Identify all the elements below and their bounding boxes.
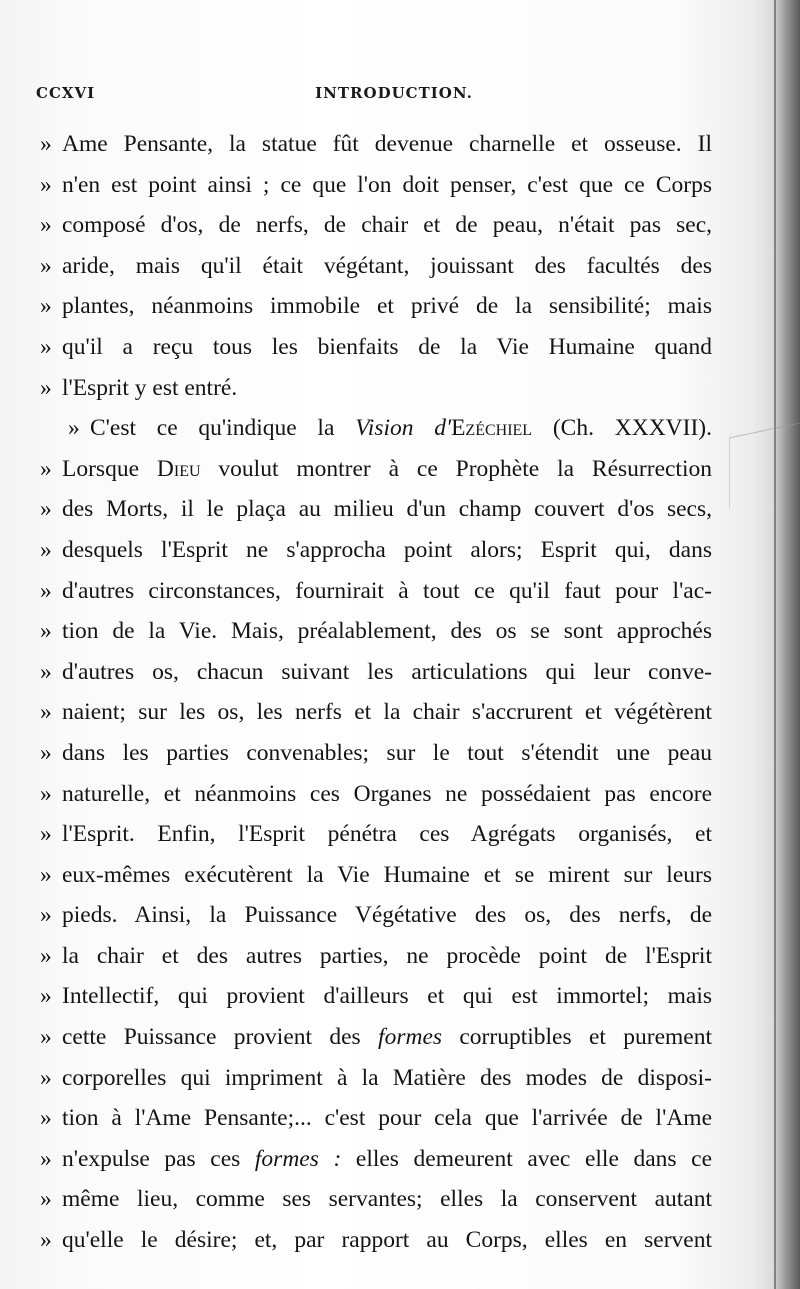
italic-word: formes :: [254, 1145, 342, 1172]
text-line: » la chair et des autres parties, ne procède point de l'Esprit: [40, 936, 712, 977]
quote-mark: »: [40, 131, 52, 157]
body-text: [40, 124, 712, 1261]
page-folio: CCXVI: [36, 84, 96, 102]
smallcaps-name: Ezéchiel: [451, 415, 533, 442]
text-line: » des Morts, il le plaça au milieu d'un champ couvert d'os secs,: [40, 489, 712, 530]
smallcaps-name: Dieu: [156, 455, 201, 482]
quote-mark: »: [40, 780, 52, 807]
quote-mark: »: [40, 699, 52, 726]
quote-mark: »: [40, 942, 52, 969]
quote-mark: »: [40, 455, 52, 482]
text-line: » qu'il a reçu tous les bienfaits de la Vie Humaine quand: [40, 327, 712, 368]
text-line: » naturelle, et néanmoins ces Organes ne possédaient pas encore: [40, 774, 712, 815]
text-line: » desquels l'Esprit ne s'approcha point alors; Esprit qui, dans: [40, 530, 712, 571]
text-line: » composé d'os, de nerfs, de chair et de peau, n'était pas sec,: [40, 205, 712, 246]
quote-mark: »: [40, 252, 52, 279]
running-header: [36, 84, 712, 108]
quote-mark: »: [40, 618, 52, 645]
page-edge-line: [774, 0, 776, 1289]
text-line: » corporelles qui impriment à la Matière des modes de disposi-: [40, 1058, 712, 1099]
quote-mark: »: [40, 902, 52, 929]
text-line: » tion à l'Ame Pensante;... c'est pour cela que l'arrivée de l'Ame: [40, 1098, 712, 1139]
text-line: » Intellectif, qui provient d'ailleurs et qui est immortel; mais: [40, 976, 712, 1017]
quote-mark: »: [40, 293, 52, 320]
text-line: » naient; sur les os, les nerfs et la chair s'accrurent et végétèrent: [40, 692, 712, 733]
quote-mark: »: [40, 1186, 52, 1213]
quote-mark: »: [40, 821, 52, 848]
quote-mark: »: [40, 577, 52, 604]
quote-mark: »: [40, 1105, 52, 1132]
quote-mark: »: [40, 171, 52, 198]
quote-mark: »: [40, 658, 52, 685]
italic-title: Vision d': [355, 415, 452, 442]
text-line: » l'Esprit y est entré.: [40, 368, 712, 409]
quote-mark: »: [68, 415, 80, 442]
text-line: » Ame Pensante, la statue fût devenue charnelle et osseuse. Il: [40, 124, 712, 165]
text-line: » même lieu, comme ses servantes; elles la conservent autant: [40, 1179, 712, 1220]
quote-mark: »: [40, 861, 52, 888]
quote-mark: »: [40, 1064, 52, 1091]
italic-word: formes: [378, 1024, 443, 1051]
quote-mark: »: [40, 1227, 52, 1254]
quote-mark: »: [40, 739, 52, 766]
text-line: » l'Esprit. Enfin, l'Esprit pénétra ces Agrégats organisés, et: [40, 814, 712, 855]
text-line: » Lorsque Dieu voulut montrer à ce Prophète la Résurrection: [40, 449, 712, 490]
text-line-paragraph-start: » C'est ce qu'indique la Vision d'Ezéchiel (Ch. XXXVII).: [40, 408, 712, 449]
quote-mark: »: [40, 374, 52, 401]
text-line: » n'en est point ainsi ; ce que l'on doit penser, c'est que ce Corps: [40, 165, 712, 206]
text-line: » dans les parties convenables; sur le tout s'étendit une peau: [40, 733, 712, 774]
page-crease: [729, 422, 800, 508]
quote-mark: »: [40, 536, 52, 563]
text-line: » aride, mais qu'il était végétant, jouissant des facultés des: [40, 246, 712, 287]
text-line: » tion de la Vie. Mais, préalablement, des os se sont approchés: [40, 611, 712, 652]
running-title: INTRODUCTION.: [315, 84, 473, 102]
quote-mark: »: [40, 333, 52, 360]
quote-mark: »: [40, 212, 52, 239]
text-line: » pieds. Ainsi, la Puissance Végétative des os, des nerfs, de: [40, 895, 712, 936]
quote-mark: »: [40, 1024, 52, 1051]
quote-mark: »: [40, 1145, 52, 1172]
text-line: » d'autres circonstances, fournirait à tout ce qu'il faut pour l'ac-: [40, 571, 712, 612]
text-line: » cette Puissance provient des formes corruptibles et purement: [40, 1017, 712, 1058]
text-line: » plantes, néanmoins immobile et privé de la sensibilité; mais: [40, 286, 712, 327]
text-line: » n'expulse pas ces formes : elles demeurent avec elle dans ce: [40, 1139, 712, 1180]
text-line: » eux-mêmes exécutèrent la Vie Humaine et se mirent sur leurs: [40, 855, 712, 896]
quote-mark: »: [40, 496, 52, 523]
book-spine-shadow: [774, 0, 800, 1289]
quote-mark: »: [40, 983, 52, 1010]
text-line: » d'autres os, chacun suivant les articulations qui leur conve-: [40, 652, 712, 693]
text-line: » qu'elle le désire; et, par rapport au Corps, elles en servent: [40, 1220, 712, 1261]
